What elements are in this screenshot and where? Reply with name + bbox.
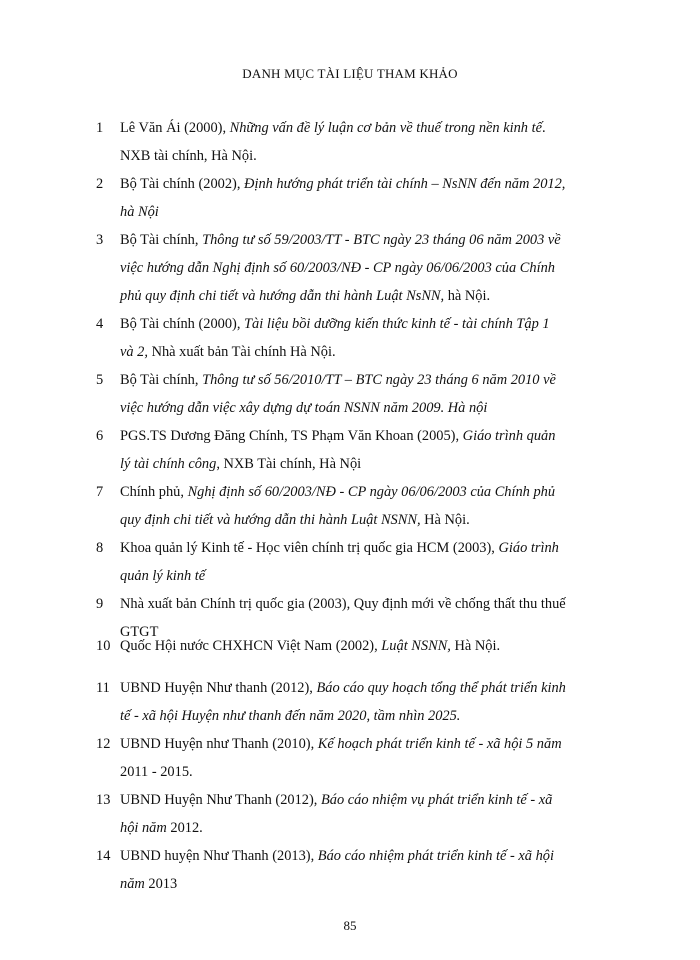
- italic-segment: quy định chi tiết và hướng dẫn thi hành Luật NSNN,: [120, 512, 425, 528]
- reference-text: [120, 226, 640, 310]
- italic-segment: Những vấn đề lý luận cơ bản về thuế trong nền kinh tế: [229, 120, 542, 136]
- italic-segment: lý tài chính công: [120, 456, 217, 472]
- italic-segment: Thông tư số 59/2003/TT - BTC ngày 23 tháng 06 năm 2003 về: [202, 232, 561, 248]
- italic-segment: việc hướng dẫn việc xây dựng dự toán NSNN năm 2009. Hà nội: [120, 400, 488, 416]
- italic-segment: Giáo trình: [498, 540, 559, 556]
- text-segment: UBND Huyện Như Thanh (2012),: [120, 792, 321, 808]
- reference-line: [120, 478, 640, 506]
- italic-segment: phủ quy định chi tiết và hướng dẫn thi hành Luật NsNN,: [120, 288, 448, 304]
- reference-line: [120, 758, 640, 786]
- text-segment: UBND huyện Như Thanh (2013),: [120, 848, 318, 864]
- reference-line: [120, 786, 640, 814]
- text-segment: Bộ Tài chính,: [120, 232, 203, 248]
- text-segment: Lê Văn Ái (2000),: [120, 120, 230, 136]
- text-segment: 2013: [148, 876, 178, 892]
- text-segment: Chính phủ,: [120, 484, 188, 500]
- text-segment: NXB tài chính, Hà Nội.: [120, 148, 257, 164]
- reference-line: [120, 226, 640, 254]
- reference-line: [120, 338, 640, 366]
- reference-line: [120, 254, 640, 282]
- reference-line: [120, 870, 640, 898]
- italic-segment: quản lý kinh tế: [120, 568, 206, 584]
- reference-number: 4: [96, 316, 104, 332]
- reference-text: [120, 366, 640, 422]
- text-segment: Hà Nội.: [454, 638, 501, 654]
- italic-segment: hội năm: [120, 820, 171, 836]
- italic-segment: tế - xã hội Huyện như thanh đến năm 2020, tầm nhìn 2025.: [120, 708, 461, 724]
- reference-line: [120, 842, 640, 870]
- reference-number: 10: [96, 638, 111, 654]
- text-segment: Nhà xuất bản Chính trị quốc gia (2003), Quy định mới về chống thất thu thuế: [120, 596, 566, 612]
- text-segment: Bộ Tài chính,: [120, 372, 203, 388]
- reference-line: [120, 562, 640, 590]
- reference-number: 12: [96, 736, 111, 752]
- reference-line: [120, 422, 640, 450]
- reference-text: [120, 170, 640, 226]
- reference-line: [120, 590, 640, 618]
- italic-segment: Luật NSNN,: [381, 638, 455, 654]
- reference-number: 3: [96, 232, 104, 248]
- text-segment: GTGT: [120, 624, 159, 640]
- text-segment: Quốc Hội nước CHXHCN Việt Nam (2002),: [120, 638, 382, 654]
- italic-segment: Thông tư số 56/2010/TT – BTC ngày 23 tháng 6 năm 2010 về: [202, 372, 556, 388]
- reference-number: 14: [96, 848, 111, 864]
- text-segment: .: [541, 120, 546, 136]
- italic-segment: Giáo trình quản: [462, 428, 556, 444]
- reference-number: 2: [96, 176, 104, 192]
- reference-line: [120, 198, 640, 226]
- reference-text: [120, 674, 640, 730]
- text-segment: Bộ Tài chính (2000),: [120, 316, 245, 332]
- reference-line: [120, 450, 640, 478]
- reference-text: [120, 478, 640, 534]
- italic-segment: Báo cáo nhiệm phát triển kinh tế - xã hội: [317, 848, 554, 864]
- text-segment: 2011 - 2015.: [120, 764, 193, 780]
- italic-segment: Báo cáo nhiệm vụ phát triển kinh tế - xã: [320, 792, 553, 808]
- reference-line: [120, 170, 640, 198]
- reference-line: [120, 702, 640, 730]
- reference-line: [120, 310, 640, 338]
- reference-text: [120, 534, 640, 590]
- reference-text: [120, 786, 640, 842]
- reference-line: [120, 394, 640, 422]
- italic-segment: Kế hoạch phát triển kinh tế - xã hội 5 năm: [317, 736, 562, 752]
- reference-line: [120, 506, 640, 534]
- italic-segment: Báo cáo quy hoạch tổng thể phát triển kinh: [316, 680, 566, 696]
- page-title: DANH MỤC TÀI LIỆU THAM KHẢO: [242, 66, 458, 81]
- reference-line: [120, 282, 640, 310]
- text-segment: Nhà xuất bản Tài chính Hà Nội.: [151, 344, 336, 360]
- reference-line: [120, 730, 640, 758]
- reference-number: 11: [96, 680, 110, 696]
- reference-line: [120, 674, 640, 702]
- reference-line: [120, 142, 640, 170]
- reference-line: [120, 534, 640, 562]
- reference-line: [120, 632, 640, 660]
- reference-number: 13: [96, 792, 111, 808]
- reference-number: 7: [96, 484, 104, 500]
- text-segment: PGS.TS Dương Đăng Chính, TS Phạm Văn Khoan (2005),: [120, 428, 463, 444]
- italic-segment: và 2,: [120, 344, 152, 360]
- italic-segment: năm: [120, 876, 149, 892]
- reference-text: [120, 310, 640, 366]
- italic-segment: hà Nội: [120, 204, 159, 220]
- reference-number: 9: [96, 596, 104, 612]
- reference-text: [120, 422, 640, 478]
- reference-line: [120, 366, 640, 394]
- reference-line: [120, 114, 640, 142]
- reference-number: 8: [96, 540, 104, 556]
- text-segment: Hà Nội.: [424, 512, 470, 528]
- italic-segment: Định hướng phát triển tài chính – NsNN đến năm 2012,: [244, 176, 566, 192]
- reference-number: 5: [96, 372, 104, 388]
- text-segment: Bộ Tài chính (2002),: [120, 176, 245, 192]
- reference-text: [120, 842, 640, 898]
- page-number: 85: [343, 918, 357, 933]
- italic-segment: việc hướng dẫn Nghị định số 60/2003/NĐ - CP ngày 06/06/2003 của Chính: [120, 260, 555, 276]
- text-segment: Khoa quản lý Kinh tế - Học viên chính trị quốc gia HCM (2003),: [120, 540, 499, 556]
- text-segment: , NXB Tài chính, Hà Nội: [216, 456, 362, 472]
- italic-segment: Nghị định số 60/2003/NĐ - CP ngày 06/06/2003 của Chính phủ: [187, 484, 556, 500]
- text-segment: hà Nội.: [447, 288, 491, 304]
- italic-segment: Tài liệu bồi dưỡng kiến thức kinh tế - tài chính Tập 1: [244, 316, 550, 332]
- text-segment: UBND Huyện Như thanh (2012),: [120, 680, 317, 696]
- reference-text: [120, 632, 640, 660]
- text-segment: UBND Huyện như Thanh (2010),: [120, 736, 318, 752]
- reference-text: [120, 730, 640, 786]
- reference-line: [120, 814, 640, 842]
- reference-number: 6: [96, 428, 104, 444]
- reference-number: 1: [96, 120, 104, 136]
- reference-text: [120, 114, 640, 170]
- text-segment: 2012.: [170, 820, 203, 836]
